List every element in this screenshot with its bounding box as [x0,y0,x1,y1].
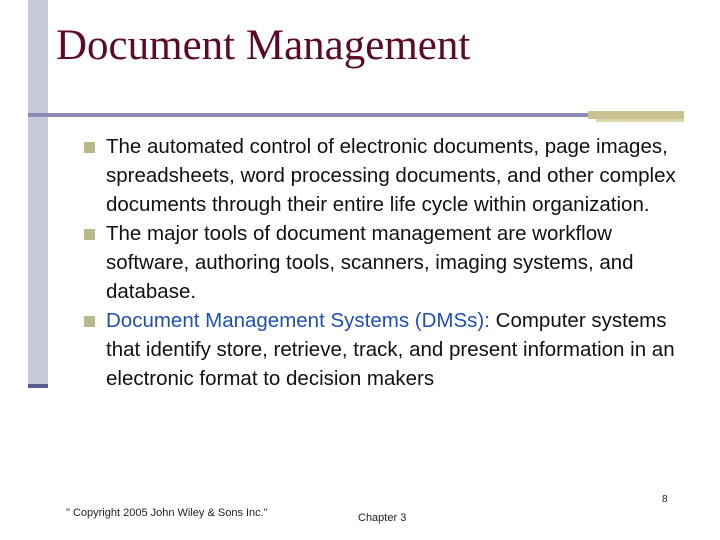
title-rule-accent [588,111,684,119]
title-underline-rule [28,113,588,117]
page-number: 8 [662,494,668,505]
left-decorative-bar [28,0,48,384]
square-bullet-icon [84,142,95,153]
square-bullet-icon [84,229,95,240]
bullet-list [84,132,696,393]
bullet-item [84,132,696,219]
bullet-text: Computer systems that identify store, retrieve, track, and present information in an electronic format to decision makers [106,309,675,390]
bullet-text: The major tools of document management are workflow software, authoring tools, scanners, imaging systems, and database. [106,222,634,303]
title-rule-accent-shadow [596,119,684,122]
footer-chapter: Chapter 3 [358,512,407,524]
slide-title: Document Management [56,22,471,69]
square-bullet-icon [84,316,95,327]
left-bar-accent [28,384,48,388]
bullet-item [84,219,696,306]
bullet-item [84,306,696,393]
footer-copyright: " Copyright 2005 John Wiley & Sons Inc." [66,507,268,519]
bullet-text: The automated control of electronic documents, page images, spreadsheets, word processing documents, and other complex documents through their entire life cycle within organization. [106,135,676,216]
bullet-term: Document Management Systems (DMSs): [106,309,490,332]
